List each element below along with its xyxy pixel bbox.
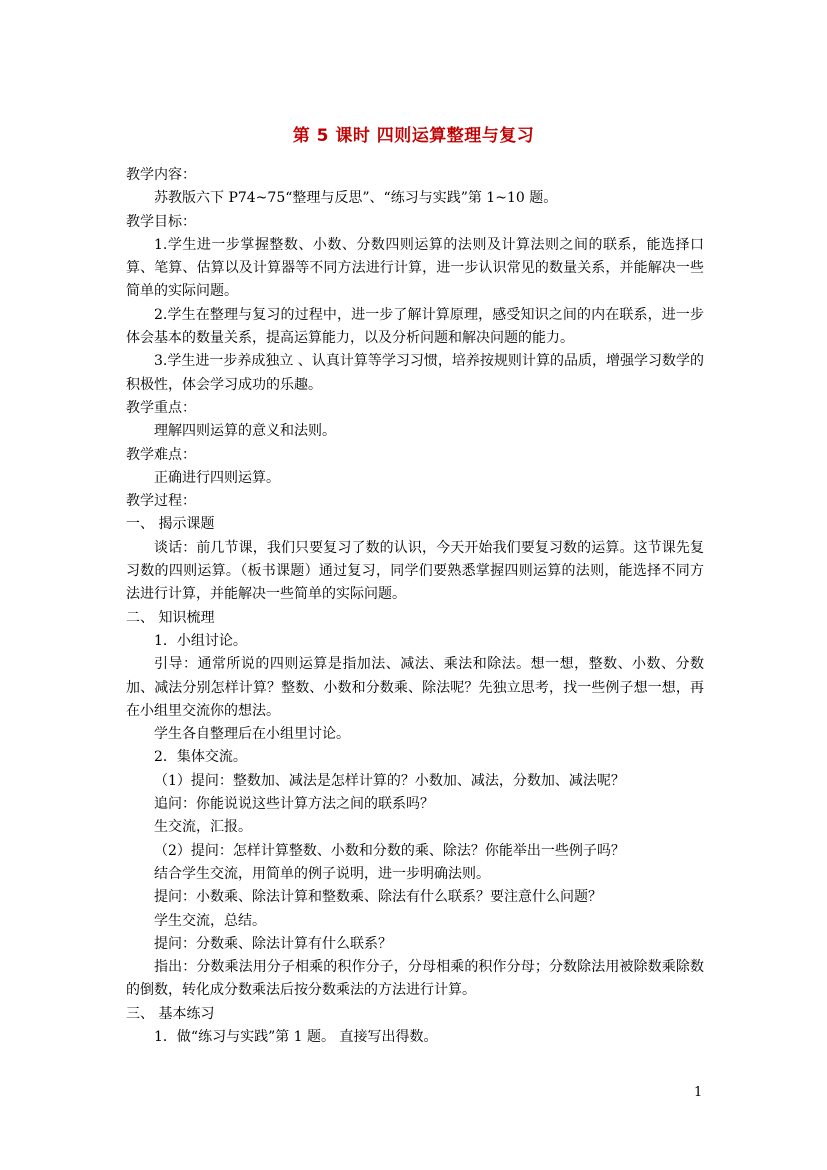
paragraph: 3.学生进一步养成独立 、认真计算等学习习惯，培养按规则计算的品质，增强学习数学的积极性，体会学习成功的乐趣。 xyxy=(126,353,704,393)
paragraph: 1．小组讨论。 xyxy=(154,632,247,649)
paragraph: 引导：通常所说的四则运算是指加法、减法、乘法和除法。想一想，整数、小数、分数加、减法分别怎样计算？整数、小数和分数乘、除法呢？先独立思考，找一些例子想一想，再在小组里交流你的想法。 xyxy=(126,656,704,719)
section-heading: 一、 揭示课题 xyxy=(126,516,215,533)
paragraph: 1．做“练习与实践”第 1 题。 直接写出得数。 xyxy=(154,1028,438,1045)
page-title: 第 5 课时 四则运算整理与复习 xyxy=(292,126,535,146)
paragraph: 提问：小数乘、除法计算和整数乘、除法有什么联系？要注意什么问题？ xyxy=(154,889,602,906)
paragraph: 结合学生交流，用简单的例子说明，进一步明确法则。 xyxy=(154,865,490,882)
paragraph: 正确进行四则运算。 xyxy=(154,469,280,486)
paragraph: 学生交流，总结。 xyxy=(154,912,266,929)
paragraph: 追问：你能说说这些计算方法之间的联系吗？ xyxy=(154,796,434,813)
paragraph: 学生各自整理后在小组里讨论。 xyxy=(154,726,350,743)
paragraph: 苏教版六下 P74~75“整理与反思”、“练习与实践”第 1~10 题。 xyxy=(154,190,558,207)
page-number: 1 xyxy=(694,1085,703,1100)
section-heading: 教学重点： xyxy=(126,399,196,416)
paragraph: 1.学生进一步掌握整数、小数、分数四则运算的法则及计算法则之间的联系，能选择口算、笔算、估算以及计算器等不同方法进行计算，进一步认识常见的数量关系，并能解决一些简单的实际问题。 xyxy=(126,236,704,300)
section-heading: 三、 基本练习 xyxy=(126,1005,215,1022)
paragraph: （2）提问：怎样计算整数、小数和分数的乘、除法？你能举出一些例子吗？ xyxy=(154,842,625,859)
paragraph: （1）提问：整数加、减法是怎样计算的？小数加、减法，分数加、减法呢？ xyxy=(154,772,625,789)
paragraph: 理解四则运算的意义和法则。 xyxy=(154,423,336,440)
section-heading: 教学难点： xyxy=(126,446,196,463)
paragraph: 谈话：前几节课，我们只要复习了数的认识，今天开始我们要复习数的运算。这节课先复习数的四则运算。（板书课题）通过复习，同学们要熟悉掌握四则运算的法则，能选择不同方法进行计算，并能解决一些简单的实际问题。 xyxy=(126,539,704,603)
paragraph: 2.学生在整理与复习的过程中，进一步了解计算原理，感受知识之间的内在联系，进一步体会基本的数量关系，提高运算能力，以及分析问题和解决问题的能力。 xyxy=(126,306,704,347)
section-heading: 教学目标： xyxy=(126,213,196,230)
section-heading: 教学内容： xyxy=(126,167,196,183)
paragraph: 提问：分数乘、除法计算有什么联系？ xyxy=(154,935,392,952)
paragraph: 2．集体交流。 xyxy=(154,749,247,766)
paragraph: 生交流，汇报。 xyxy=(154,819,252,836)
section-heading: 教学过程： xyxy=(126,493,196,510)
document-body xyxy=(126,164,704,1049)
paragraph: 指出：分数乘法用分子相乘的积作分子，分母相乘的积作分母；分数除法用被除数乘除数的倒数，转化成分数乘法后按分数乘法的方法进行计算。 xyxy=(126,959,704,999)
section-heading: 二、 知识梳理 xyxy=(126,609,215,626)
